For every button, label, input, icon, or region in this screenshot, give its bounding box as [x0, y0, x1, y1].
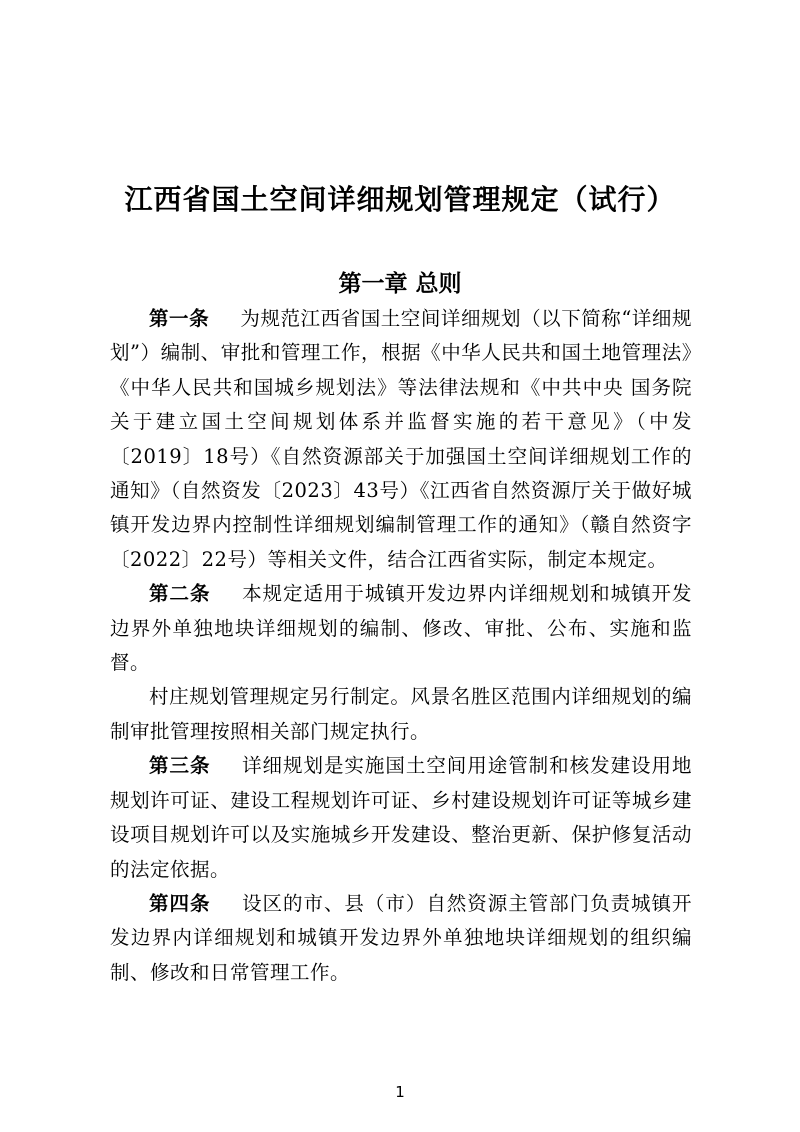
article-4-paragraph: [110, 887, 692, 990]
article-1-text: 为规范江西省国土空间详细规划（以下简称“详细规划”）编制、审批和管理工作，根据《中华人民共和国土地管理法》《中华人民共和国城乡规划法》等法律法规和《中共中央 国务院关于建立国土空间规划体系并监督实施的若干意见》（中发〔2019〕18号）《自然资源部关于加强国土空间详细规划工作的通知》（自然资发〔2023〕43号）《江西省自然资源厅关于做好城镇开发边界内控制性详细规划编制管理工作的通知》（赣自然资字〔2022〕22号）等相关文件，结合江西省实际，制定本规定。: [110, 307, 692, 571]
article-2-paragraph: [110, 577, 692, 680]
document-title: 江西省国土空间详细规划管理规定（试行）: [124, 183, 676, 216]
article-3-number: 第三条: [149, 754, 211, 778]
article-3-paragraph: [110, 749, 692, 887]
article-3-text: 详细规划是实施国土空间用途管制和核发建设用地规划许可证、建设工程规划许可证、乡村建设规划许可证等城乡建设项目规划许可以及实施城乡开发建设、整治更新、保护修复活动的法定依据。: [110, 754, 692, 881]
page-number: 1: [395, 1083, 405, 1101]
article-1-number: 第一条: [149, 307, 210, 330]
article-2-sub-text: 村庄规划管理规定另行制定。风景名胜区范围内详细规划的编制审批管理按照相关部门规定执行。: [110, 685, 692, 743]
article-2-sub-paragraph: [110, 680, 692, 749]
article-1-paragraph: [110, 302, 692, 577]
document-body: [110, 302, 692, 990]
article-2-text: 本规定适用于城镇开发边界内详细规划和城镇开发边界外单独地块详细规划的编制、修改、审批、公布、实施和监督。: [110, 582, 692, 675]
article-4-number: 第四条: [149, 891, 211, 915]
article-2-number: 第二条: [149, 582, 211, 606]
chapter-title: 第一章 总则: [338, 271, 462, 297]
article-4-text: 设区的市、县（市）自然资源主管部门负责城镇开发边界内详细规划和城镇开发边界外单独地块详细规划的组织编制、修改和日常管理工作。: [110, 891, 692, 984]
